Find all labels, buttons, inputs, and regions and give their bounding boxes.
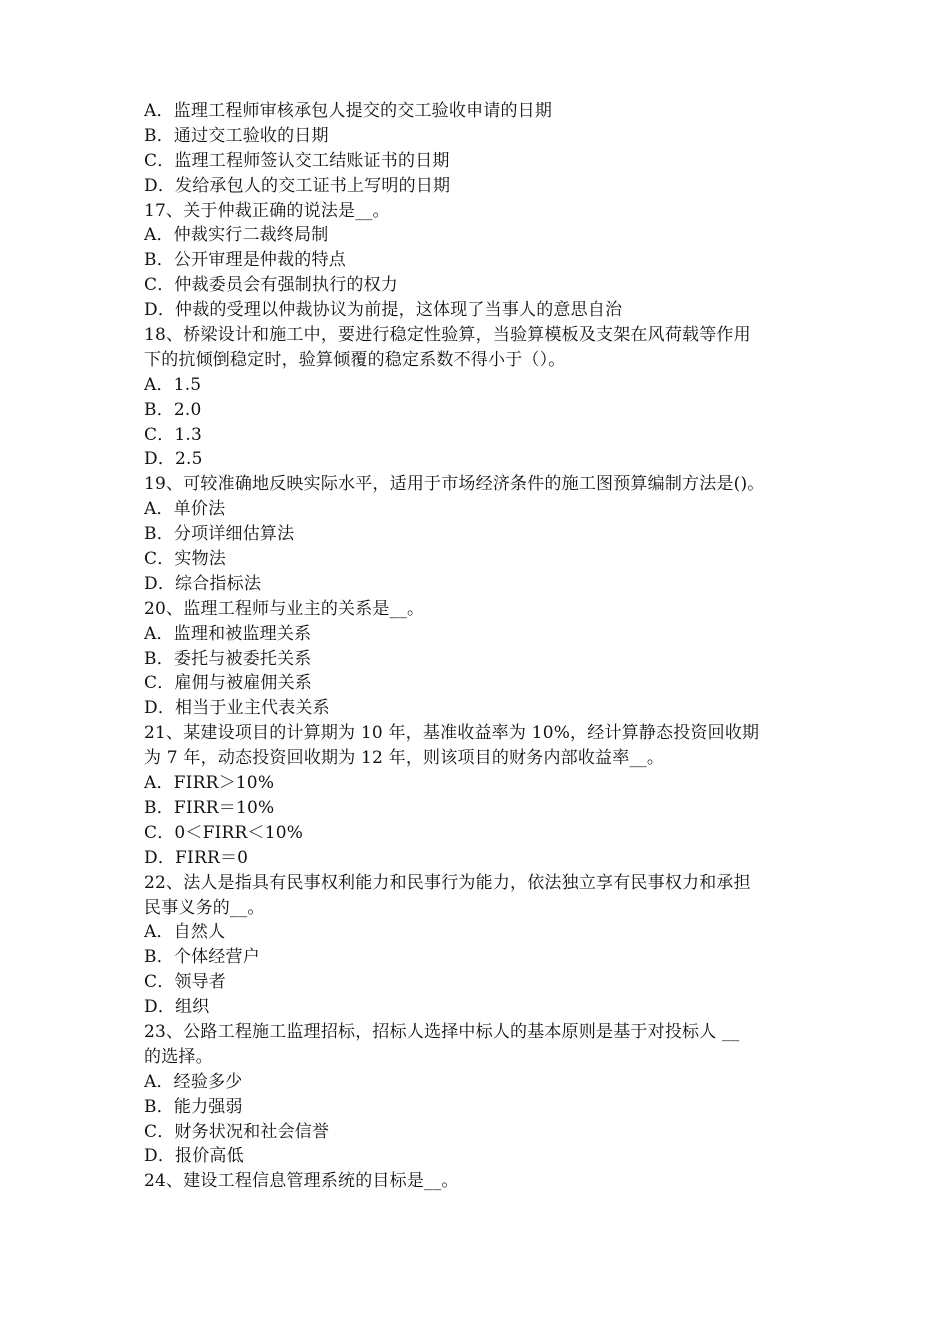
option-b-text: B．委托与被委托关系 xyxy=(144,648,312,669)
option-a-text: A．监理和被监理关系 xyxy=(144,623,312,644)
question-23-text: 23、公路工程施工监理招标，招标人选择中标人的基本原则是基于对投标人 __ xyxy=(144,1021,740,1042)
option-a-text: A．仲裁实行二裁终局制 xyxy=(144,225,329,246)
option-d-text: D．综合指标法 xyxy=(144,573,262,594)
option-a-text: A．自然人 xyxy=(144,922,226,943)
question-20-text: 20、监理工程师与业主的关系是__。 xyxy=(144,598,425,619)
option-a-text: A．监理工程师审核承包人提交的交工验收申请的日期 xyxy=(144,101,553,121)
option-c-text: C．1.3 xyxy=(144,424,203,445)
option-d-text: D．FIRR＝0 xyxy=(144,847,249,868)
option-b-text: B．能力强弱 xyxy=(144,1096,243,1117)
option-d-text: D．相当于业主代表关系 xyxy=(144,698,330,719)
option-c-text: C．雇佣与被雇佣关系 xyxy=(144,673,313,694)
option-d-text: D．组织 xyxy=(144,997,210,1018)
question-17-text: 17、关于仲裁正确的说法是__。 xyxy=(144,200,390,221)
question-21-text-cont: 为 7 年，动态投资回收期为 12 年，则该项目的财务内部收益率__。 xyxy=(144,748,665,769)
option-c-text: C．领导者 xyxy=(144,972,227,993)
question-22-text: 22、法人是指具有民事权利能力和民事行为能力，依法独立享有民事权力和承担 xyxy=(144,872,751,893)
option-d-text: D．仲裁的受理以仲裁协议为前提，这体现了当事人的意思自治 xyxy=(144,300,623,321)
option-c-text: C．监理工程师签认交工结账证书的日期 xyxy=(144,150,450,171)
question-23-text-cont: 的选择。 xyxy=(144,1046,213,1067)
question-21-text: 21、某建设项目的计算期为 10 年，基准收益率为 10%，经计算静态投资回收期 xyxy=(144,723,760,744)
option-c-text: C．实物法 xyxy=(144,549,227,570)
option-d-text: D．发给承包人的交工证书上写明的日期 xyxy=(144,175,451,196)
option-b-text: B．公开审理是仲裁的特点 xyxy=(144,250,346,271)
option-d-text: D．2.5 xyxy=(144,449,203,470)
option-a-text: A．经验多少 xyxy=(144,1071,243,1092)
option-a-text: A．单价法 xyxy=(144,499,226,520)
question-18-text-cont: 下的抗倾倒稳定时，验算倾覆的稳定系数不得小于（）。 xyxy=(144,349,566,370)
question-19-text: 19、可较准确地反映实际水平，适用于市场经济条件的施工图预算编制方法是()。 xyxy=(144,474,765,495)
option-a-text: A．FIRR＞10% xyxy=(144,773,275,794)
document-body xyxy=(144,99,814,1194)
option-c-text: C．仲裁委员会有强制执行的权力 xyxy=(144,275,399,296)
option-d-text: D．报价高低 xyxy=(144,1146,244,1167)
option-b-text: B．通过交工验收的日期 xyxy=(144,125,329,146)
question-18-text: 18、桥梁设计和施工中，要进行稳定性验算，当验算模板及支架在风荷载等作用 xyxy=(144,325,751,346)
option-b-text: B．2.0 xyxy=(144,399,202,420)
option-c-text: C．0＜FIRR＜10% xyxy=(144,822,304,843)
option-b-text: B．个体经营户 xyxy=(144,947,260,968)
option-c-text: C．财务状况和社会信誉 xyxy=(144,1121,330,1142)
option-b-text: B．FIRR＝10% xyxy=(144,797,275,818)
option-a-text: A．1.5 xyxy=(144,374,202,395)
question-22-text-cont: 民事义务的__。 xyxy=(144,897,265,918)
option-b-text: B．分项详细估算法 xyxy=(144,524,295,545)
question-24-text: 24、建设工程信息管理系统的目标是__。 xyxy=(144,1171,459,1192)
